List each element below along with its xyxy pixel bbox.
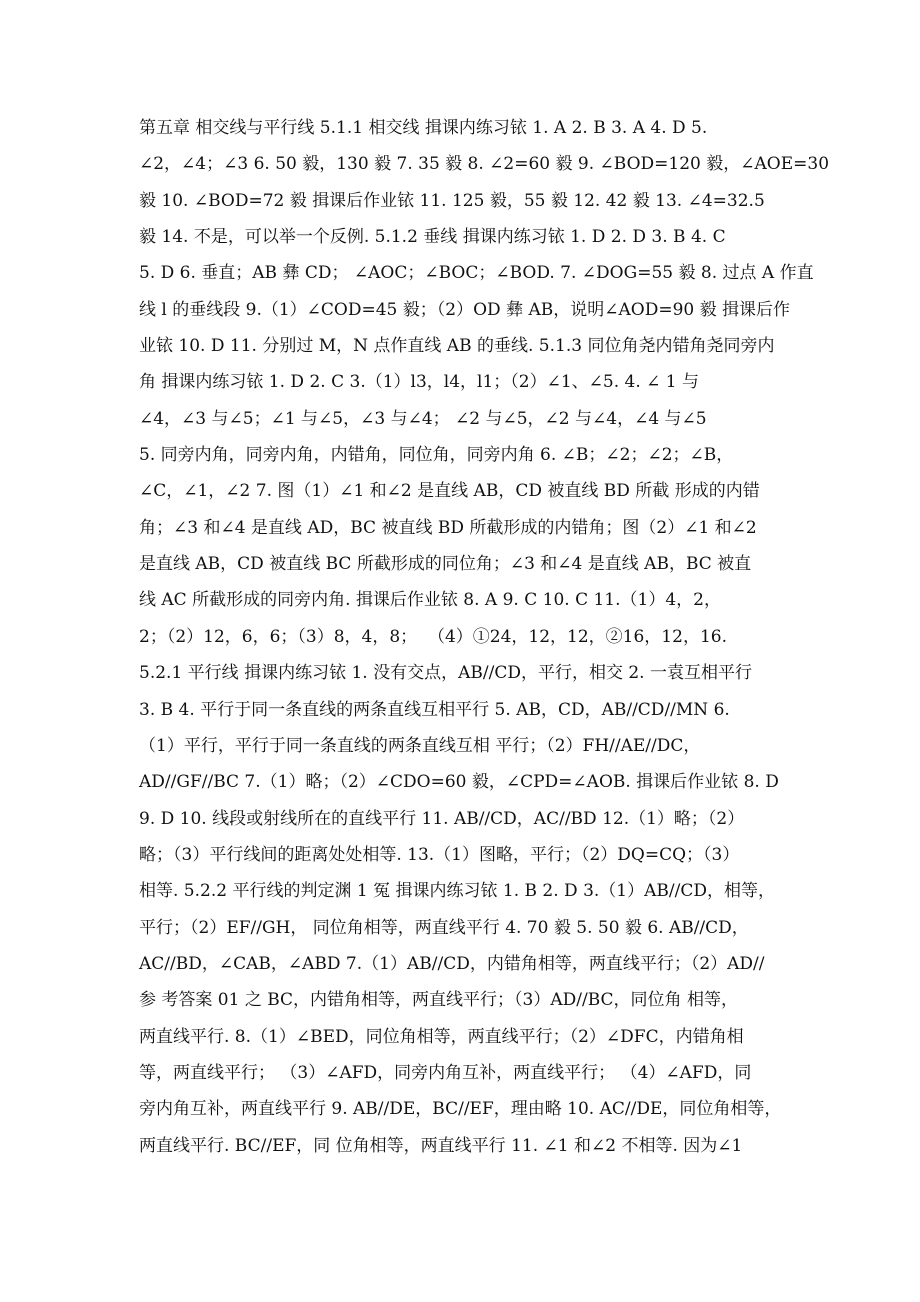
text-line: 两直线平行. 8.（1）∠BED，同位角相等，两直线平行；（2）∠DFC，内错角相 (139, 1026, 744, 1047)
text-line: 略；（3）平行线间的距离处处相等. 13.（1）图略，平行；（2）DQ=CQ；（3） (139, 844, 740, 865)
text-line: ∠2，∠4；∠3 6. 50 毅，130 毅 7. 35 毅 8. ∠2=60 毅 9. ∠BOD=120 毅，∠AOE=30 (139, 154, 830, 175)
text-line: 5.2.1 平行线 揖课内练习铱 1. 没有交点，AB//CD，平行，相交 2. 一袁互相平行 (139, 663, 752, 684)
text-line: 5. 同旁内角，同旁内角，内错角，同位角，同旁内角 6. ∠B；∠2；∠2；∠B， (139, 445, 734, 466)
text-line: 平行；（2）EF//GH， 同位角相等，两直线平行 4. 70 毅 5. 50 毅 6. AB//CD， (139, 917, 749, 938)
text-line: 等，两直线平行； （3）∠AFD，同旁内角互补，两直线平行； （4）∠AFD，同 (139, 1062, 752, 1083)
text-line: （1）平行，平行于同一条直线的两条直线互相 平行；（2）FH//AE//DC， (139, 735, 701, 756)
text-line: 相等. 5.2.2 平行线的判定渊 1 冤 揖课内练习铱 1. B 2. D 3.（1）AB//CD，相等， (139, 881, 775, 902)
text-line: AC//BD，∠CAB，∠ABD 7.（1）AB//CD，内错角相等，两直线平行；（2）AD// (139, 953, 765, 974)
text-line: 3. B 4. 平行于同一条直线的两条直线互相平行 5. AB，CD，AB//CD//MN 6. (139, 699, 730, 720)
text-line: 旁内角互补，两直线平行 9. AB//DE，BC//EF，理由略 10. AC//DE，同位角相等， (139, 1099, 782, 1120)
text-line: ∠4，∠3 与∠5；∠1 与∠5，∠3 与∠4； ∠2 与∠5，∠2 与∠4，∠4 与∠5 (139, 408, 707, 429)
text-line: 两直线平行. BC//EF，同 位角相等，两直线平行 11. ∠1 和∠2 不相等. 因为∠1 (139, 1135, 743, 1156)
text-line: 2；（2）12，6，6；（3）8，4，8； （4）①24，12，12，②16，12，16. (139, 626, 727, 647)
text-line: 是直线 AB，CD 被直线 BC 所截形成的同位角；∠3 和∠4 是直线 AB，BC 被直 (139, 554, 752, 575)
text-line: 毅 14. 不是，可以举一个反例. 5.1.2 垂线 揖课内练习铱 1. D 2. D 3. B 4. C (139, 227, 726, 248)
text-line: 毅 10. ∠BOD=72 毅 揖课后作业铱 11. 125 毅，55 毅 12. 42 毅 13. ∠4=32.5 (139, 190, 765, 211)
text-line: 参 考答案 01 之 BC，内错角相等，两直线平行；（3）AD//BC，同位角 相等， (139, 990, 738, 1011)
text-line: 角；∠3 和∠4 是直线 AD，BC 被直线 BD 所截形成的内错角；图（2）∠1 和∠2 (139, 517, 757, 538)
text-line: ∠C，∠1，∠2 7. 图（1）∠1 和∠2 是直线 AB，CD 被直线 BD 所截 形成的内错 (139, 481, 760, 502)
text-line: 线 AC 所截形成的同旁内角. 揖课后作业铱 8. A 9. C 10. C 11.（1）4，2， (139, 590, 721, 611)
text-line: 角 揖课内练习铱 1. D 2. C 3.（1）l3，l4，l1；（2）∠1、∠5. 4. ∠ 1 与 (139, 372, 700, 393)
text-line: 第五章 相交线与平行线 5.1.1 相交线 揖课内练习铱 1. A 2. B 3. A 4. D 5. (139, 118, 708, 138)
text-line: 5. D 6. 垂直；AB 彝 CD； ∠AOC；∠BOC；∠BOD. 7. ∠DOG=55 毅 8. 过点 A 作直 (139, 263, 814, 284)
text-line: 9. D 10. 线段或射线所在的直线平行 11. AB//CD，AC//BD 12.（1）略；（2） (139, 808, 745, 829)
text-line: AD//GF//BC 7.（1）略；（2）∠CDO=60 毅，∠CPD=∠AOB. 揖课后作业铱 8. D (139, 772, 779, 793)
text-line: 线 l 的垂线段 9.（1）∠COD=45 毅；（2）OD 彝 AB，说明∠AOD=90 毅 揖课后作 (139, 299, 791, 320)
text-line: 业铱 10. D 11. 分别过 M，N 点作直线 AB 的垂线. 5.1.3 同位角尧内错角尧同旁内 (139, 336, 775, 357)
answer-key-text (139, 110, 829, 1164)
